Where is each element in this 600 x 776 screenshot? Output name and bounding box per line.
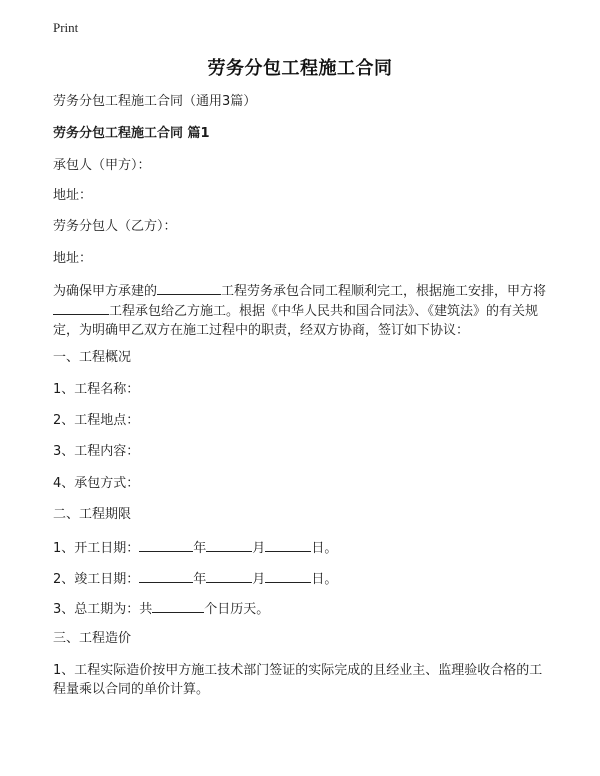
- print-link[interactable]: Print: [53, 20, 79, 35]
- start-month-blank: [206, 538, 252, 552]
- start-year-blank: [139, 538, 193, 552]
- article-3-item-1: 1、工程实际造价按甲方施工技术部门签证的实际完成的且经业主、监理验收合格的工程量乘以合同的单价计算。: [53, 663, 543, 697]
- document-title: 劳务分包工程施工合同: [207, 58, 393, 79]
- total-period-suffix: 个日历天。: [204, 602, 270, 617]
- start-day-blank: [265, 538, 311, 552]
- end-day-label: 日。: [311, 572, 338, 587]
- document-subtitle: 劳务分包工程施工合同（通用3篇）: [53, 94, 257, 109]
- end-month-blank: [206, 569, 252, 583]
- contract-method-item: 4、承包方式：: [53, 476, 140, 491]
- party-a-address: 地址：: [53, 188, 93, 203]
- project-content-item: 3、工程内容：: [53, 444, 140, 459]
- end-year-label: 年: [193, 572, 207, 587]
- start-date-item: [53, 538, 337, 558]
- party-a-label: 承包人（甲方）：: [53, 158, 151, 173]
- project-name-item: 1、工程名称：: [53, 382, 140, 397]
- start-day-label: 日。: [311, 541, 338, 556]
- party-b-label: 劳务分包人（乙方）：: [53, 219, 177, 234]
- end-year-blank: [139, 569, 193, 583]
- intro-part3: 工程承包给乙方施工。根据《中华人民共和国合同法》、《建筑法》的有关规定，为明确甲乙双方在施工过程中的职责，经双方协商，签订如下协议：: [53, 304, 539, 338]
- start-year-label: 年: [193, 541, 207, 556]
- project-location-item: 2、工程地点：: [53, 413, 140, 428]
- end-date-label: 2、竣工日期：: [53, 572, 140, 587]
- project-name-blank: [157, 281, 221, 295]
- article-2-title: 二、工程期限: [53, 507, 132, 522]
- end-month-label: 月: [252, 572, 266, 587]
- intro-paragraph: [53, 281, 553, 340]
- intro-part2: 工程劳务承包合同工程顺利完工，根据施工安排，甲方将: [221, 284, 547, 299]
- project-blank-2: [53, 301, 109, 315]
- total-period-label: 3、总工期为：共: [53, 602, 153, 617]
- article-3-title: 三、工程造价: [53, 631, 132, 646]
- start-date-label: 1、开工日期：: [53, 541, 140, 556]
- article-1-title: 一、工程概况: [53, 350, 132, 365]
- start-month-label: 月: [252, 541, 266, 556]
- intro-part1: 为确保甲方承建的: [53, 284, 158, 299]
- total-days-blank: [152, 599, 204, 613]
- end-day-blank: [265, 569, 311, 583]
- party-b-address: 地址：: [53, 251, 93, 266]
- total-period-item: [53, 599, 269, 619]
- section-heading: 劳务分包工程施工合同 篇1: [53, 126, 210, 141]
- end-date-item: [53, 569, 337, 589]
